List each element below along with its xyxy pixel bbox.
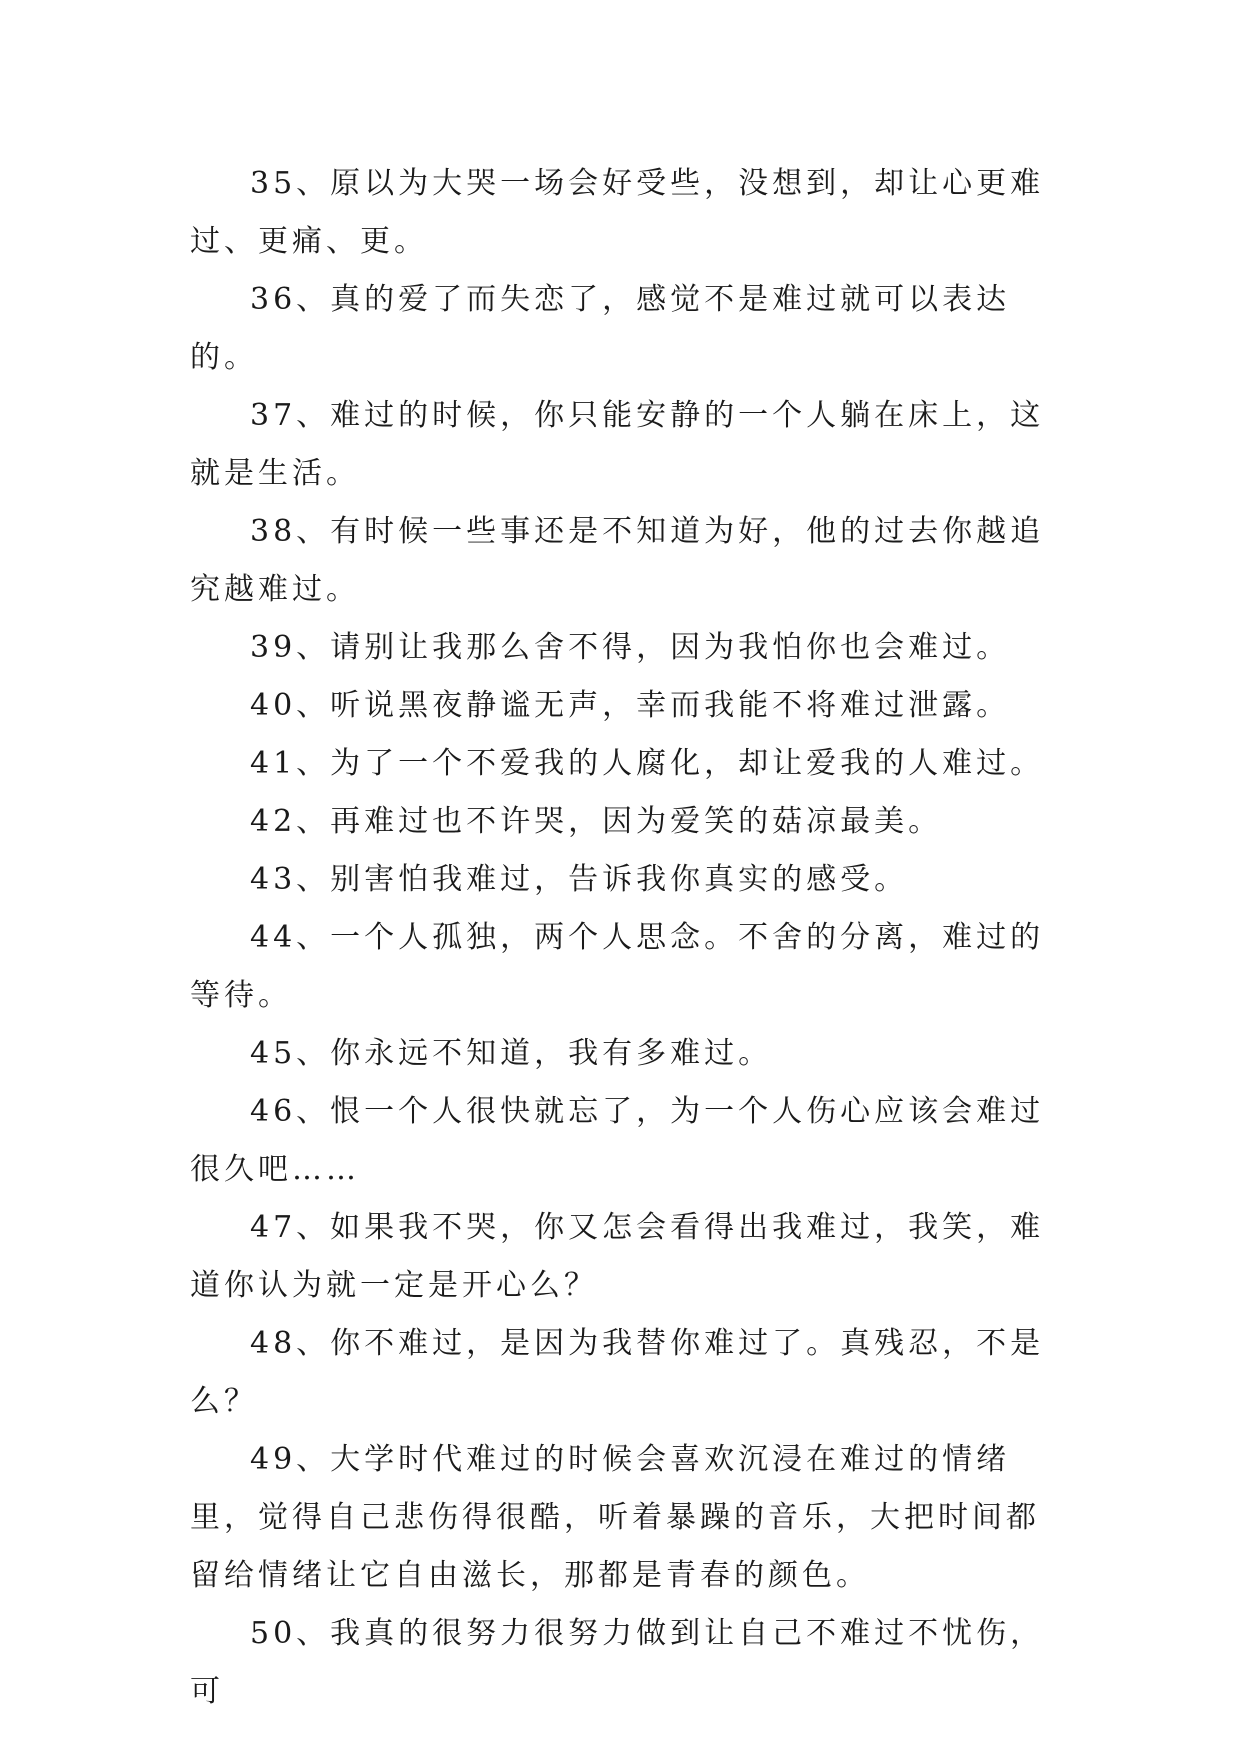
paragraph-45: 45、你永远不知道，我有多难过。	[250, 1036, 773, 1071]
paragraph-44: 44、一个人孤独，两个人思念。不舍的分离，难过的等待。	[190, 920, 1045, 1013]
paragraph-43: 43、别害怕我难过，告诉我你真实的感受。	[250, 862, 909, 897]
paragraph-39: 39、请别让我那么舍不得，因为我怕你也会难过。	[250, 630, 1011, 665]
paragraph-40: 40、听说黑夜静谧无声，幸而我能不将难过泄露。	[250, 688, 1011, 723]
paragraph-49: 49、大学时代难过的时候会喜欢沉浸在难过的情绪里，觉得自己悲伤得很酷，听着暴躁的音乐，大把时间都留给情绪让它自由滋长，那都是青春的颜色。	[190, 1442, 1040, 1593]
paragraph-50: 50、我真的很努力很努力做到让自己不难过不忧伤，可	[190, 1616, 1045, 1709]
paragraph-46: 46、恨一个人很快就忘了，为一个人伤心应该会难过很久吧……	[190, 1094, 1045, 1187]
paragraph-41: 41、为了一个不爱我的人腐化，却让爱我的人难过。	[250, 746, 1045, 781]
paragraph-47: 47、如果我不哭，你又怎会看得出我难过，我笑，难道你认为就一定是开心么？	[190, 1210, 1045, 1303]
paragraph-35: 35、原以为大哭一场会好受些，没想到，却让心更难过、更痛、更。	[190, 166, 1045, 259]
document-body	[190, 155, 1070, 1721]
paragraph-36: 36、真的爱了而失恋了，感觉不是难过就可以表达的。	[190, 282, 1011, 375]
paragraph-37: 37、难过的时候，你只能安静的一个人躺在床上，这就是生活。	[190, 398, 1045, 491]
paragraph-38: 38、有时候一些事还是不知道为好，他的过去你越追究越难过。	[190, 514, 1045, 607]
paragraph-42: 42、再难过也不许哭，因为爱笑的菇凉最美。	[250, 804, 943, 839]
paragraph-48: 48、你不难过，是因为我替你难过了。真残忍，不是么？	[190, 1326, 1045, 1419]
